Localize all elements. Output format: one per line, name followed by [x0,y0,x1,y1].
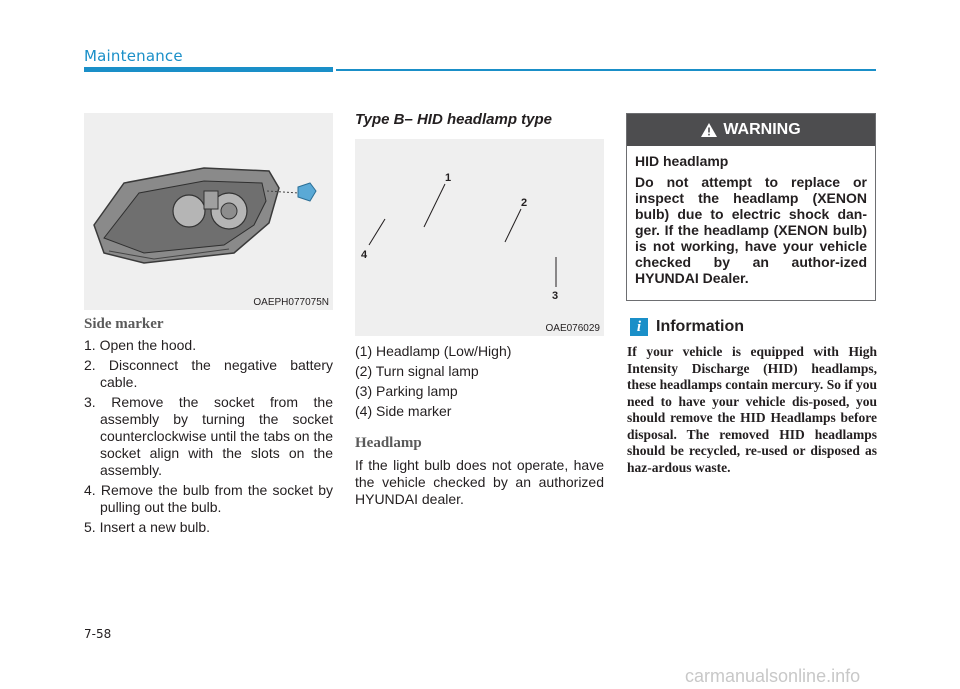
page-number: 7-58 [84,627,112,641]
header-rule-thin [336,69,876,71]
callout-2: 2 [521,197,528,209]
callout-3: 3 [552,290,559,302]
callout-diagram [355,139,604,336]
headlamp-heading: Headlamp [355,435,422,451]
info-label: Information [656,318,744,335]
warning-label: WARNING [723,121,801,138]
step-item: 1. Open the hood. [84,337,197,353]
hid-subheading: Type B– HID headlamp type [355,111,552,128]
step-item: 3. Remove the socket from the assembly by turning the socket counterclockwise until the tabs on the socket align with the slots on the assembly. [84,394,333,478]
warning-box [626,113,876,301]
warning-title: HID headlamp [635,153,729,169]
left-column [84,316,333,539]
legend-item: (4) Side marker [355,403,452,419]
header-rule-thick [84,67,333,72]
info-heading [630,318,744,336]
figure-code: OAE076029 [545,323,600,334]
headlamp-paragraph: If the light bulb does not operate, have the vehicle checked by an authorized HYUNDAI dealer. [355,457,604,507]
step-item: 2. Disconnect the negative battery cable. [84,357,333,390]
legend-item: (1) Headlamp (Low/High) [355,343,512,359]
step-item: 4. Remove the bulb from the socket by pulling out the bulb. [84,482,333,515]
legend-item: (2) Turn signal lamp [355,363,479,379]
warning-triangle-icon [701,123,717,137]
warning-text: Do not attempt to replace or inspect the headlamp (XENON bulb) due to electric shock dan-ger. If the headlamp (XENON bulb) is not working, have your vehicle checked by an author-ized HYUNDAI Dealer. [635,174,867,286]
info-icon: i [630,318,648,336]
hid-headlamp-figure [355,139,604,336]
step-item: 5. Insert a new bulb. [84,519,211,535]
watermark: carmanualsonline.info [685,666,861,686]
headlamp-assembly-illustration [84,113,333,310]
section-title: Maintenance [84,47,183,65]
callout-1: 1 [445,172,452,184]
legend-item: (3) Parking lamp [355,383,458,399]
middle-column [355,343,604,508]
callout-4: 4 [361,249,368,261]
figure-code: OAEPH077075N [253,297,329,308]
info-text: If your vehicle is equipped with High Intensity Discharge (HID) headlamps, these headlamps contain mercury. So if you need to have your vehicle dis-posed, you should remove the HID Headlamps before disposal. The removed HID headlamps should be recycled, re-used or disposed as haz-ardous waste. [627,344,877,475]
headlamp-assembly-figure [84,113,333,310]
warning-header [627,114,875,146]
warning-body [627,146,875,286]
side-marker-heading: Side marker [84,316,164,332]
